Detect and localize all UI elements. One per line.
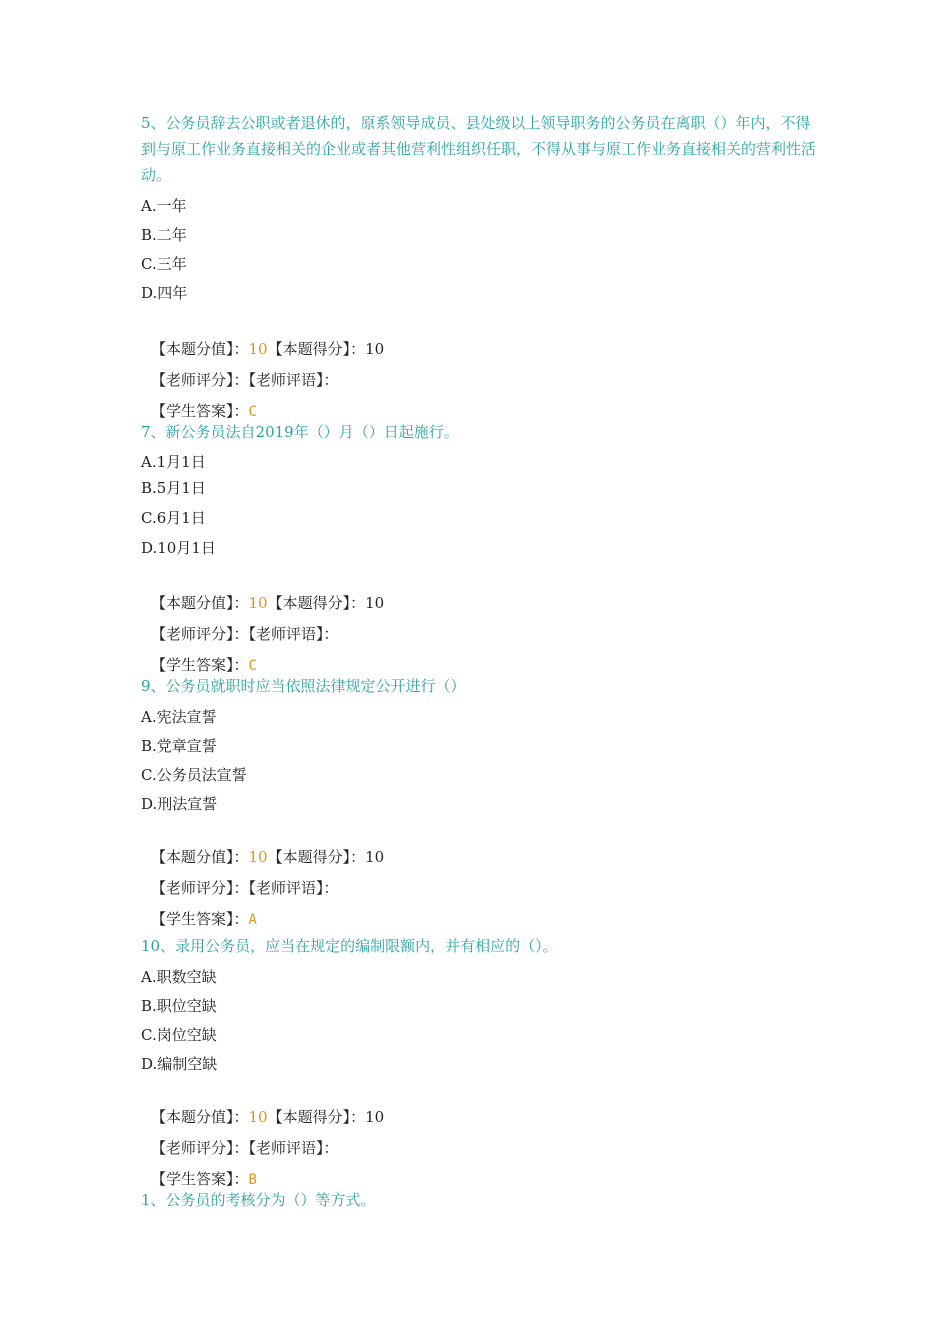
student-answer: C xyxy=(248,658,257,674)
option-list xyxy=(141,192,821,308)
teacher-comment-label: 【老师评语】： xyxy=(248,625,339,643)
score-got-label: 【本题得分】： xyxy=(267,340,366,358)
student-answer: B xyxy=(248,1172,257,1188)
score-value-label: 【本题分值】： xyxy=(151,848,249,866)
teacher-score-label: 【老师评分】： xyxy=(151,879,249,897)
score-value: 10 xyxy=(248,848,268,866)
teacher-line xyxy=(151,365,831,396)
score-got-label: 【本题得分】： xyxy=(267,1108,366,1126)
score-line xyxy=(151,334,831,365)
teacher-score-label: 【老师评分】： xyxy=(151,371,249,389)
option-b: B.职位空缺 xyxy=(141,997,217,1015)
question-block xyxy=(141,673,821,819)
question-block xyxy=(141,1187,821,1213)
score-value-label: 【本题分值】： xyxy=(151,340,249,358)
question-title: 7、新公务员法自2019年（）月（）日起施行。 xyxy=(141,423,459,441)
score-got-label: 【本题得分】： xyxy=(267,594,366,612)
option-d: D.刑法宣誓 xyxy=(141,795,218,813)
score-value-label: 【本题分值】： xyxy=(151,1108,249,1126)
score-got-label: 【本题得分】： xyxy=(267,848,366,866)
teacher-score-label: 【老师评分】： xyxy=(151,1139,249,1157)
option-d: D.编制空缺 xyxy=(141,1055,218,1073)
teacher-line xyxy=(151,1133,831,1164)
score-value-label: 【本题分值】： xyxy=(151,594,249,612)
teacher-line xyxy=(151,873,831,904)
student-answer: C xyxy=(248,404,257,420)
score-got: 10 xyxy=(365,1108,385,1126)
option-c: C.三年 xyxy=(141,255,187,273)
score-value: 10 xyxy=(248,594,268,612)
student-answer-label: 【学生答案】： xyxy=(151,910,249,928)
student-answer-label: 【学生答案】： xyxy=(151,1170,249,1188)
option-a: A.一年 xyxy=(141,197,187,215)
score-got: 10 xyxy=(365,848,385,866)
question-block xyxy=(141,419,821,561)
option-b: B.党章宣誓 xyxy=(141,737,217,755)
score-value: 10 xyxy=(248,340,268,358)
score-value: 10 xyxy=(248,1108,268,1126)
score-line xyxy=(151,1102,831,1133)
option-c: C.岗位空缺 xyxy=(141,1026,217,1044)
option-d: D.四年 xyxy=(141,284,188,302)
answer-line xyxy=(151,904,831,935)
option-d: D.10月1日 xyxy=(141,539,216,557)
score-got: 10 xyxy=(365,340,385,358)
score-panel xyxy=(151,588,831,681)
teacher-comment-label: 【老师评语】： xyxy=(248,371,339,389)
option-c: C.公务员法宣誓 xyxy=(141,766,247,784)
score-panel xyxy=(151,1102,831,1195)
teacher-comment-label: 【老师评语】： xyxy=(248,1139,339,1157)
student-answer: A xyxy=(248,912,257,928)
question-title: 10、录用公务员，应当在规定的编制限额内，并有相应的（）。 xyxy=(141,937,558,955)
teacher-score-label: 【老师评分】： xyxy=(151,625,249,643)
teacher-line xyxy=(151,619,831,650)
option-a: A.职数空缺 xyxy=(141,968,217,986)
question-title: 9、公务员就职时应当依照法律规定公开进行（） xyxy=(141,677,466,695)
option-a: A.1月1日 xyxy=(141,453,206,471)
option-list xyxy=(141,449,821,561)
option-a: A.宪法宣誓 xyxy=(141,708,217,726)
student-answer-label: 【学生答案】： xyxy=(151,402,249,420)
question-title: 5、公务员辞去公职或者退休的，原系领导成员、县处级以上领导职务的公务员在离职（）年内，不得到与原工作业务直接相关的企业或者其他营利性组织任职，不得从事与原工作业务直接相关的营利性活动。 xyxy=(141,114,817,184)
student-answer-label: 【学生答案】： xyxy=(151,656,249,674)
question-block xyxy=(141,110,821,308)
score-panel xyxy=(151,842,831,935)
option-b: B.5月1日 xyxy=(141,479,206,497)
score-line xyxy=(151,842,831,873)
score-got: 10 xyxy=(365,594,385,612)
question-title: 1、公务员的考核分为（）等方式。 xyxy=(141,1191,376,1209)
option-b: B.二年 xyxy=(141,226,187,244)
option-list xyxy=(141,963,821,1079)
score-panel xyxy=(151,334,831,427)
teacher-comment-label: 【老师评语】： xyxy=(248,879,339,897)
question-block xyxy=(141,933,821,1079)
score-line xyxy=(151,588,831,619)
option-list xyxy=(141,703,821,819)
option-c: C.6月1日 xyxy=(141,509,206,527)
